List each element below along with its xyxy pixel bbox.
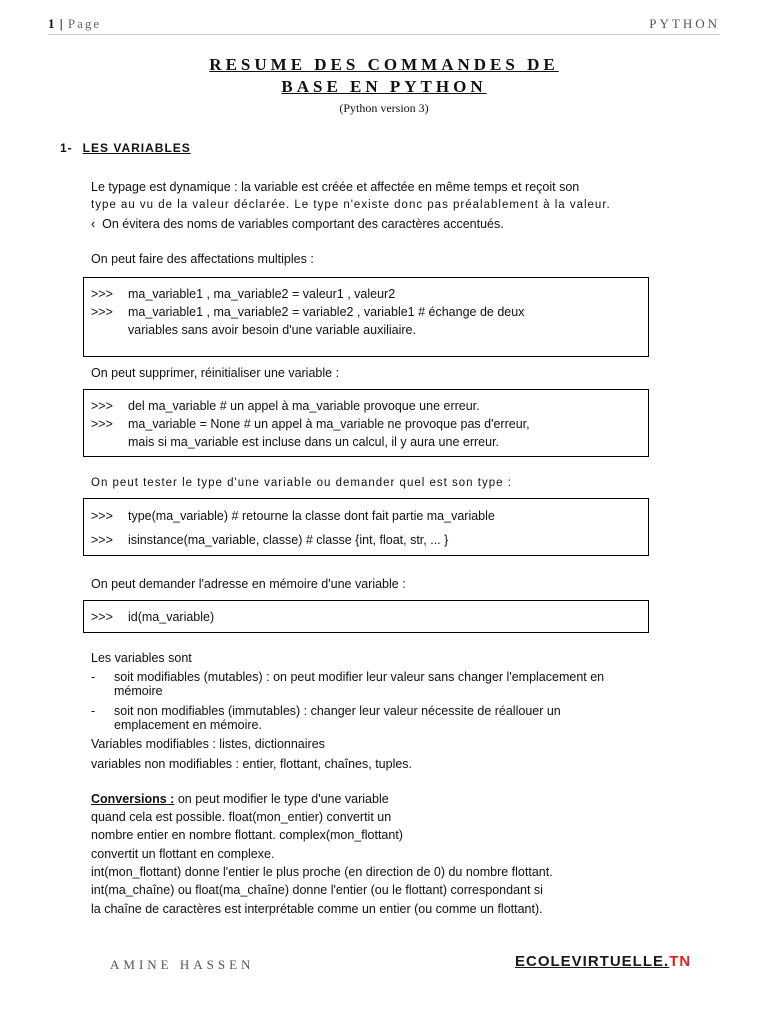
list-item-line: mémoire [114,684,163,698]
prompt: >>> [91,610,113,624]
intro-line-1: Le typage est dynamique : la variable est créée et affectée en même temps et reçoit son [91,180,580,194]
list-item-line: soit modifiables (mutables) : on peut modifier leur valeur sans changer l'emplacement en [114,670,605,684]
page-number-label [48,16,101,32]
code-line: variables sans avoir besoin d'une variable auxiliaire. [128,323,416,337]
prompt: >>> [91,287,113,301]
title-line-1: RESUME DES COMMANDES DE [209,55,559,74]
conversions-line-5: int(mon_flottant) donne l'entier le plus proche (en direction de 0) du nombre flottant. [91,865,553,879]
multi-assign-text: On peut faire des affectations multiples : [91,252,314,266]
code-line: mais si ma_variable est incluse dans un calcul, il y aura une erreur. [128,435,500,449]
intro-line-3 [91,217,504,231]
code-box-address [83,600,649,633]
list-item-line: emplacement en mémoire. [114,718,262,732]
code-text: isinstance(ma_variable, classe) # classe {int, float, str, ... } [128,533,449,547]
code-line [91,305,524,319]
prompt: >>> [91,533,113,547]
list-item-line: soit non modifiables (immutables) : changer leur valeur nécessite de réallouer un [114,704,561,718]
header-subject: PYTHON [649,16,720,31]
code-line [91,399,480,413]
logo-text: ECOLEVIRTUELLE. [515,953,670,970]
intro-line-3-text: On évitera des noms de variables comportant des caractères accentués. [102,217,504,231]
conversions-line-7: la chaîne de caractères est interprétable comme un entier (ou comme un flottant). [91,902,543,916]
code-line [91,610,214,624]
code-text: ma_variable1 , ma_variable2 = variable2 , variable1 # échange de deux [128,305,525,319]
code-text: ma_variable1 , ma_variable2 = valeur1 , valeur2 [128,287,396,301]
code-line [91,509,495,523]
code-box-delete [83,389,649,457]
non-modifiables-text: variables non modifiables : entier, flottant, chaînes, tuples. [91,757,413,771]
bullet-icon: ‹ [91,217,96,231]
title-line-2: BASE EN PYTHON [281,77,487,96]
code-line [91,287,395,301]
type-text: On peut tester le type d'une variable ou demander quel est son type : [91,477,512,489]
page-header [48,14,720,35]
conversions-line-6: int(ma_chaîne) ou float(ma_chaîne) donne l'entier (ou le flottant) correspondant si [91,883,543,897]
list-item [114,670,714,698]
code-text: del ma_variable # un appel à ma_variable provoque une erreur. [128,399,480,413]
section-title: LES VARIABLES [82,141,191,155]
prompt: >>> [91,305,113,319]
code-line [91,533,448,547]
mutability-intro: Les variables sont [91,651,192,665]
page-label: Page [67,16,102,31]
site-logo [515,953,691,970]
prompt: >>> [91,399,113,413]
code-box-type [83,498,649,556]
conversions-label: Conversions : [91,792,175,806]
section-heading [60,141,191,155]
section-number: 1- [60,141,73,155]
list-item [114,704,714,732]
intro-line-2: type au vu de la valeur déclarée. Le type n'existe donc pas préalablement à la valeur. [91,199,611,211]
code-box-multi-assign [83,277,649,357]
prompt: >>> [91,509,113,523]
prompt: >>> [91,417,113,431]
conversions-line-1 [91,792,389,806]
page-separator: | [55,16,68,31]
conversions-text: on peut modifier le type d'une variable [174,792,389,806]
code-text: id(ma_variable) [128,610,215,624]
list-dash: - [91,704,96,718]
footer-author: AMINE HASSEN [110,957,255,972]
subtitle: (Python version 3) [339,101,429,115]
code-line [91,417,530,431]
logo-tn: TN [669,953,692,970]
code-text: ma_variable = None # un appel à ma_variable ne provoque pas d'erreur, [128,417,530,431]
conversions-line-4: convertit un flottant en complexe. [91,847,275,861]
page-number: 1 [48,16,56,31]
delete-text: On peut supprimer, réinitialiser une variable : [91,366,340,380]
modifiables-text: Variables modifiables : listes, dictionnaires [91,737,325,751]
address-text: On peut demander l'adresse en mémoire d'une variable : [91,577,406,591]
list-dash: - [91,670,96,684]
code-text: type(ma_variable) # retourne la classe dont fait partie ma_variable [128,509,495,523]
conversions-line-2: quand cela est possible. float(mon_entier) convertit un [91,810,392,824]
conversions-line-3: nombre entier en nombre flottant. complex(mon_flottant) [91,828,403,842]
